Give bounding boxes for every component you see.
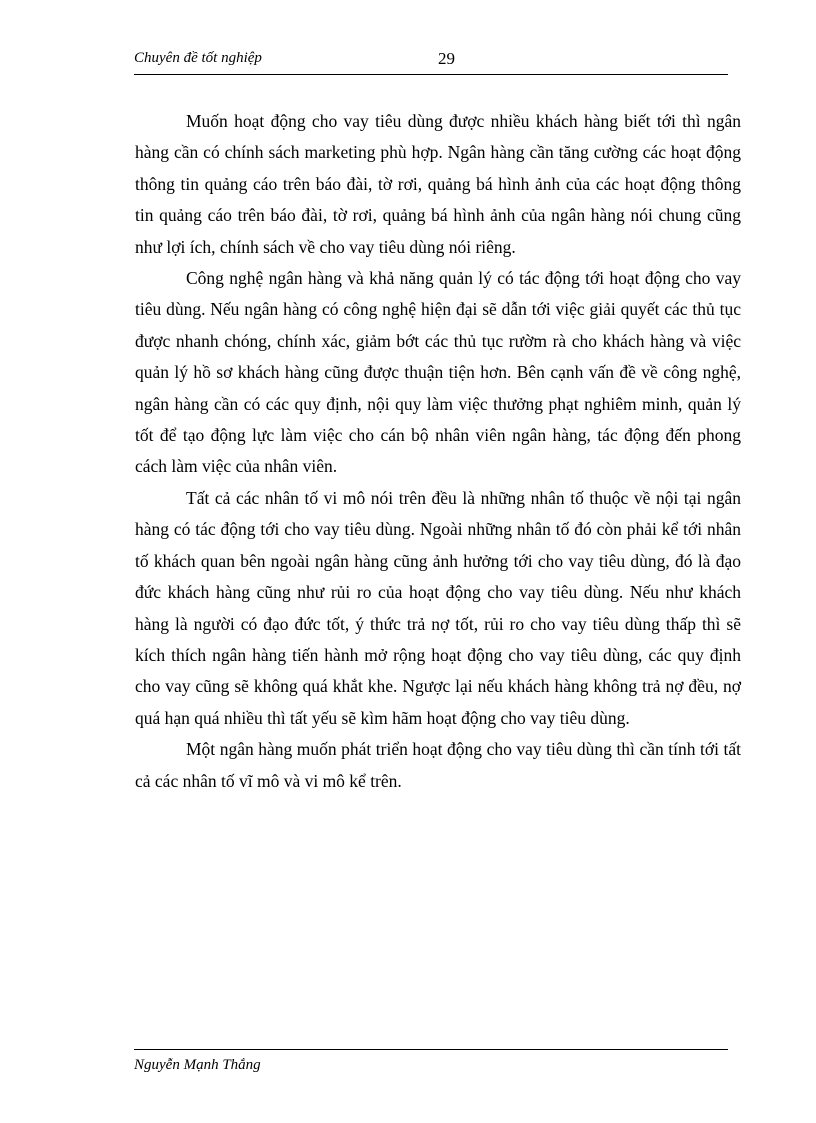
paragraph-conclusion: Một ngân hàng muốn phát triển hoạt động cho vay tiêu dùng thì cần tính tới tất cả các nhân tố vĩ mô và vi mô kể trên. [135,739,741,791]
paragraph-technology: Công nghệ ngân hàng và khả năng quản lý có tác động tới hoạt động cho vay tiêu dùng. Nếu ngân hàng có công nghệ hiện đại sẽ dẫn tới việc giải quyết các thủ tục được nhanh chóng, chính xác, giảm bớt các thủ tục rườm rà cho khách hàng và việc quản lý hồ sơ khách hàng cũng được thuận tiện hơn. Bên cạnh vấn đề về công nghệ, ngân hàng cần có các quy định, nội quy làm việc thưởng phạt nghiêm minh, quản lý tốt để tạo động lực làm việc cho cán bộ nhân viên ngân hàng, tác động đến phong cách làm việc của nhân viên. [135,268,741,477]
document-body [135,106,741,797]
document-title: Chuyên đề tốt nghiệp [134,50,262,66]
paragraph-marketing: Muốn hoạt động cho vay tiêu dùng được nhiều khách hàng biết tới thì ngân hàng cần có chính sách marketing phù hợp. Ngân hàng cần tăng cường các hoạt động thông tin quảng cáo trên báo đài, tờ rơi, quảng bá hình ảnh của các hoạt động thông tin quảng cáo trên báo đài, tờ rơi, quảng bá hình ảnh của ngân hàng nói chung cũng như lợi ích, chính sách về cho vay tiêu dùng nói riêng. [135,111,741,257]
page-number: 29 [438,49,455,68]
paragraph-external-factors: Tất cả các nhân tố vi mô nói trên đều là những nhân tố thuộc về nội tại ngân hàng có tác động tới cho vay tiêu dùng. Ngoài những nhân tố đó còn phải kể tới nhân tố khách quan bên ngoài ngân hàng cũng ảnh hưởng tới cho vay tiêu dùng, đó là đạo đức khách hàng cũng như rủi ro của hoạt động cho vay tiêu dùng. Nếu như khách hàng là người có đạo đức tốt, ý thức trả nợ tốt, rủi ro cho vay tiêu dùng thấp thì sẽ kích thích ngân hàng tiến hành mở rộng hoạt động cho vay tiêu dùng, các quy định cho vay cũng sẽ không quá khắt khe. Ngược lại nếu khách hàng không trả nợ đều, nợ quá hạn quá nhiều thì tất yếu sẽ kìm hãm hoạt động cho vay tiêu dùng. [135,487,741,728]
page-header [134,48,728,75]
page-footer [134,1049,728,1073]
author-name: Nguyễn Mạnh Thắng [134,1057,261,1073]
